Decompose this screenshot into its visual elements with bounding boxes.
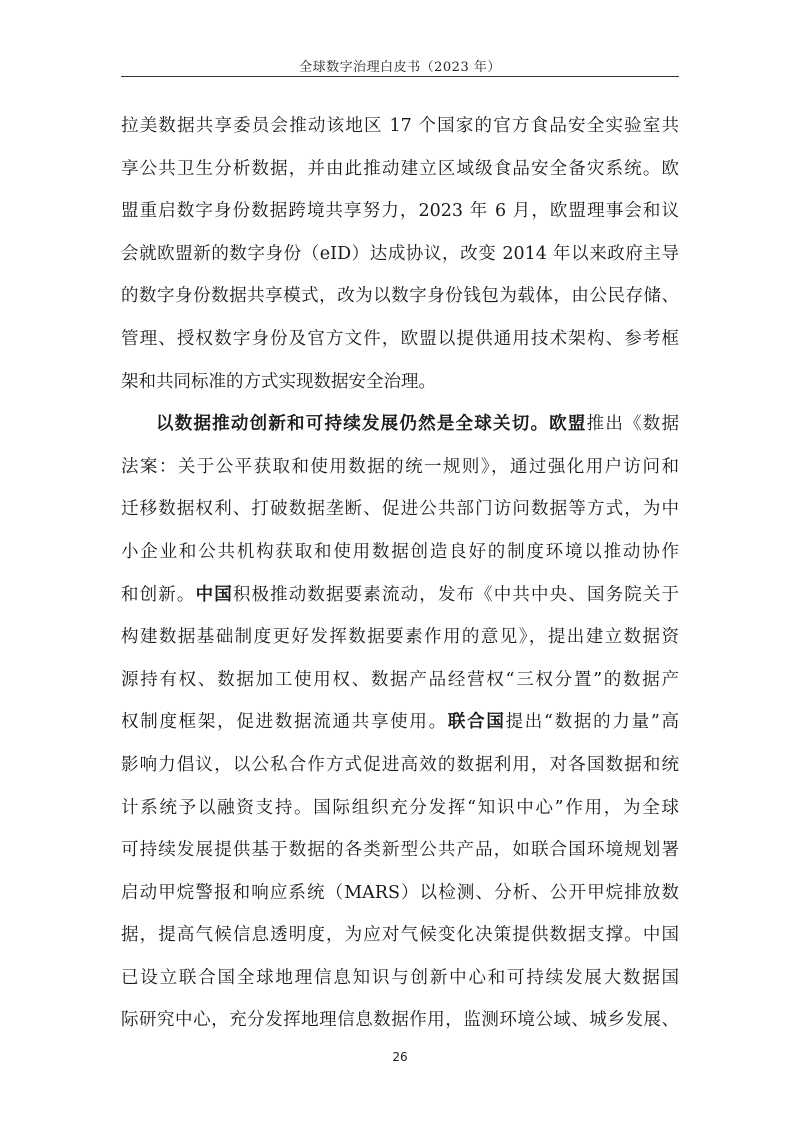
bold-text-run: 以数据推动创新和可持续发展仍然是全球关切。 (156, 414, 550, 435)
body-text (121, 105, 679, 1042)
text-line (121, 659, 679, 702)
text-run: 权制度框架，促进数据流通共享使用。 (121, 712, 448, 733)
text-line (121, 361, 679, 404)
text-line (121, 275, 679, 318)
text-run: 管理、授权数字身份及官方文件，欧盟以提供通用技术架构、参考框 (121, 328, 679, 349)
text-line (121, 914, 679, 957)
text-line (121, 872, 679, 915)
text-run: 计系统予以融资支持。国际组织充分发挥“知识中心”作用，为全球 (121, 797, 679, 818)
header-rule (121, 76, 679, 77)
text-run: 提出“数据的力量”高 (505, 712, 679, 733)
text-run: 小企业和公共机构获取和使用数据创造良好的制度环境以推动协作 (121, 541, 679, 562)
text-run: 推出《数据 (586, 414, 679, 435)
text-line (121, 233, 679, 276)
text-line (121, 999, 679, 1042)
text-run: 际研究中心，充分发挥地理信息数据作用，监测环境公域、城乡发展、 (121, 1010, 679, 1031)
bold-text-run: 中国 (195, 584, 233, 605)
text-run: 的数字身份数据共享模式，改为以数字身份钱包为载体，由公民存储、 (121, 286, 679, 307)
text-run: 构建数据基础制度更好发挥数据要素作用的意见》，提出建立数据资 (121, 627, 679, 648)
bold-text-run: 欧盟 (549, 414, 587, 435)
text-line (121, 488, 679, 531)
paragraph-1 (121, 105, 679, 403)
text-run: 源持有权、数据加工使用权、数据产品经营权“三权分置”的数据产 (121, 669, 679, 690)
text-line (121, 190, 679, 233)
running-header: 全球数字治理白皮书（2023 年） (299, 60, 501, 75)
text-run: 可持续发展提供基于数据的各类新型公共产品，如联合国环境规划署 (121, 840, 679, 861)
text-run: 架和共同标准的方式实现数据安全治理。 (121, 371, 436, 392)
text-run: 影响力倡议，以公私合作方式促进高效的数据利用，对各国数据和统 (121, 754, 679, 775)
text-run: 和创新。 (121, 584, 196, 605)
text-run: 享公共卫生分析数据，并由此推动建立区域级食品安全备灾系统。欧 (121, 158, 679, 179)
text-line (121, 574, 679, 617)
text-line (121, 105, 679, 148)
text-run: 积极推动数据要素流动，发布《中共中央、国务院关于 (232, 584, 679, 605)
text-line (121, 957, 679, 1000)
paragraph-2 (121, 403, 679, 1042)
text-line (121, 531, 679, 574)
text-line (121, 701, 679, 744)
text-run: 会就欧盟新的数字身份（eID）达成协议，改变 2014 年以来政府主导 (121, 243, 679, 264)
text-run: 拉美数据共享委员会推动该地区 17 个国家的官方食品安全实验室共 (121, 116, 679, 136)
text-run: 据，提高气候信息透明度，为应对气候变化决策提供数据支撑。中国 (121, 925, 679, 946)
text-run: 盟重启数字身份数据跨境共享努力，2023 年 6 月，欧盟理事会和议 (121, 201, 679, 222)
text-line (121, 616, 679, 659)
page-number: 26 (392, 1050, 408, 1064)
text-line (121, 744, 679, 787)
text-line (121, 403, 679, 446)
text-run: 已设立联合国全球地理信息知识与创新中心和可持续发展大数据国 (121, 967, 679, 988)
text-run: 迁移数据权利、打破数据垄断、促进公共部门访问数据等方式，为中 (121, 499, 679, 520)
text-line (121, 787, 679, 830)
text-line (121, 318, 679, 361)
text-run: 启动甲烷警报和响应系统（MARS）以检测、分析、公开甲烷排放数 (121, 882, 679, 903)
text-run: 法案：关于公平获取和使用数据的统一规则》，通过强化用户访问和 (121, 456, 679, 477)
text-line (121, 446, 679, 489)
text-line (121, 829, 679, 872)
bold-text-run: 联合国 (447, 712, 506, 733)
text-line (121, 148, 679, 191)
